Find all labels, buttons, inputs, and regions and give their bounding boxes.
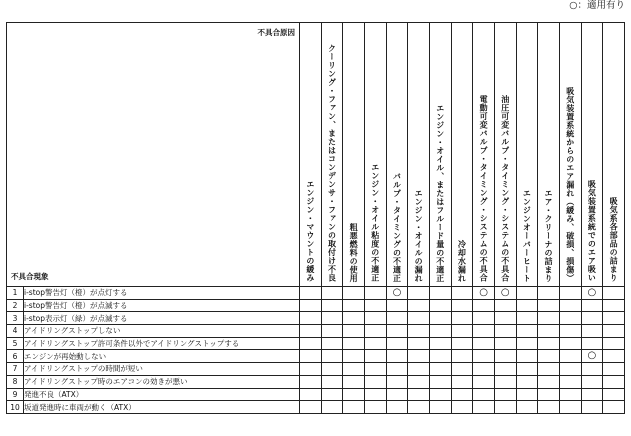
- cause-header: [603, 23, 625, 287]
- matrix-cell: [559, 337, 581, 350]
- cause-header: [581, 23, 603, 287]
- matrix-cell: [429, 325, 451, 338]
- matrix-cell: [473, 401, 495, 414]
- matrix-cell: [364, 363, 386, 376]
- matrix-cell: [408, 375, 430, 388]
- cause-header: [343, 23, 365, 287]
- matrix-cell: [429, 312, 451, 325]
- matrix-cell: [603, 350, 625, 363]
- matrix-cell: [538, 337, 560, 350]
- matrix-cell: [603, 401, 625, 414]
- matrix-body: [7, 287, 625, 414]
- matrix-cell: [559, 388, 581, 401]
- cause-label: 油圧可変バルブ・タイミング・システムの不具合: [500, 95, 510, 282]
- matrix-cell: [559, 401, 581, 414]
- matrix-cell: [603, 337, 625, 350]
- cause-label: クーリング・ファン、またはコンデンサ・ファンの取付け不良: [327, 44, 337, 282]
- matrix-cell: [364, 287, 386, 300]
- matrix-cell: [408, 287, 430, 300]
- matrix-cell: [343, 375, 365, 388]
- matrix-cell: [300, 312, 322, 325]
- table-row: [7, 337, 625, 350]
- table-row: [7, 401, 625, 414]
- matrix-cell: [321, 363, 343, 376]
- cause-label: エンジン・オイルの漏れ: [414, 188, 424, 282]
- symptom-number: 4: [7, 325, 24, 338]
- matrix-cell: [473, 350, 495, 363]
- matrix-cell: [473, 375, 495, 388]
- table-row: [7, 287, 625, 300]
- cause-header: [364, 23, 386, 287]
- matrix-cell: [408, 325, 430, 338]
- cause-label: 吸気装置系統からのエア漏れ（緩み、破損、損傷）: [565, 86, 575, 282]
- matrix-cell: [429, 388, 451, 401]
- matrix-cell: [343, 337, 365, 350]
- matrix-cell: [538, 401, 560, 414]
- matrix-cell: [386, 388, 408, 401]
- matrix-cell: [494, 299, 516, 312]
- cause-header: [408, 23, 430, 287]
- matrix-cell: [300, 325, 322, 338]
- cause-header: [451, 23, 473, 287]
- matrix-cell: [300, 375, 322, 388]
- matrix-cell: [516, 363, 538, 376]
- cause-label: エンジン・オイル、またはフルード量の不適正: [435, 103, 445, 282]
- table-row: [7, 375, 625, 388]
- matrix-cell: [581, 337, 603, 350]
- matrix-cell: [343, 299, 365, 312]
- matrix-cell: [408, 337, 430, 350]
- applicable-mark: ○: [494, 287, 516, 300]
- applicable-mark: ○: [581, 287, 603, 300]
- symptom-number: 10: [7, 401, 24, 414]
- cause-header: [429, 23, 451, 287]
- matrix-cell: [321, 350, 343, 363]
- symptom-number: 2: [7, 299, 24, 312]
- matrix-cell: [538, 299, 560, 312]
- matrix-cell: [321, 401, 343, 414]
- matrix-cell: [386, 337, 408, 350]
- matrix-cell: [494, 375, 516, 388]
- matrix-cell: [364, 299, 386, 312]
- cause-header: [516, 23, 538, 287]
- cause-header: [559, 23, 581, 287]
- matrix-cell: [343, 312, 365, 325]
- applicable-mark: ○: [473, 287, 495, 300]
- matrix-cell: [429, 375, 451, 388]
- matrix-cell: [538, 388, 560, 401]
- matrix-cell: [473, 337, 495, 350]
- cause-header: [538, 23, 560, 287]
- matrix-cell: [473, 363, 495, 376]
- matrix-cell: [603, 375, 625, 388]
- matrix-cell: [494, 337, 516, 350]
- symptom-text: i-stop表示灯（緑）が点滅する: [24, 312, 300, 325]
- matrix-cell: [386, 299, 408, 312]
- applicable-mark: ○: [386, 287, 408, 300]
- matrix-cell: [559, 299, 581, 312]
- cause-label: エンジン・マウントの緩み: [305, 180, 315, 282]
- matrix-cell: [408, 363, 430, 376]
- matrix-cell: [408, 299, 430, 312]
- symptom-text: アイドリングストップ許可条件以外でアイドリングストップする: [24, 337, 300, 350]
- matrix-cell: [473, 325, 495, 338]
- matrix-cell: [408, 312, 430, 325]
- matrix-cell: [559, 350, 581, 363]
- matrix-cell: [516, 287, 538, 300]
- matrix-cell: [343, 325, 365, 338]
- matrix-cell: [559, 325, 581, 338]
- matrix-cell: [516, 375, 538, 388]
- matrix-cell: [386, 312, 408, 325]
- matrix-cell: [321, 388, 343, 401]
- matrix-cell: [364, 325, 386, 338]
- matrix-cell: [343, 388, 365, 401]
- matrix-cell: [559, 363, 581, 376]
- matrix-cell: [473, 312, 495, 325]
- cause-label: 粗悪燃料の使用: [349, 222, 359, 282]
- cause-header: [300, 23, 322, 287]
- symptom-text: 坂道発進時に車両が動く（ATX）: [24, 401, 300, 414]
- matrix-cell: [603, 325, 625, 338]
- trouble-matrix: [6, 22, 625, 414]
- cause-label: 冷却水漏れ: [457, 239, 467, 282]
- matrix-cell: [516, 388, 538, 401]
- matrix-cell: [343, 350, 365, 363]
- cause-label: エア・クリーナの詰まり: [544, 188, 554, 282]
- matrix-cell: [408, 401, 430, 414]
- matrix-cell: [343, 287, 365, 300]
- matrix-cell: [538, 375, 560, 388]
- symptom-text: i-stop警告灯（橙）が点灯する: [24, 287, 300, 300]
- cause-header: [494, 23, 516, 287]
- matrix-cell: [451, 337, 473, 350]
- matrix-cell: [473, 388, 495, 401]
- matrix-cell: [581, 299, 603, 312]
- matrix-cell: [321, 325, 343, 338]
- matrix-cell: [516, 325, 538, 338]
- matrix-cell: [386, 401, 408, 414]
- matrix-cell: [603, 299, 625, 312]
- matrix-cell: [300, 350, 322, 363]
- matrix-cell: [386, 363, 408, 376]
- corner-cell: [7, 23, 300, 287]
- matrix-cell: [386, 375, 408, 388]
- axis-cause-label: 不具合原因: [257, 28, 295, 37]
- matrix-cell: [429, 337, 451, 350]
- matrix-cell: [300, 337, 322, 350]
- matrix-cell: [408, 350, 430, 363]
- symptom-text: アイドリングストップ時のエアコンの効きが悪い: [24, 375, 300, 388]
- symptom-text: 発進不良（ATX）: [24, 388, 300, 401]
- matrix-cell: [538, 325, 560, 338]
- matrix-cell: [386, 350, 408, 363]
- matrix-cell: [451, 401, 473, 414]
- cause-label: バルブ・タイミングの不適正: [392, 171, 402, 282]
- table-row: [7, 363, 625, 376]
- matrix-cell: [364, 337, 386, 350]
- matrix-cell: [559, 375, 581, 388]
- matrix-cell: [429, 363, 451, 376]
- matrix-cell: [451, 388, 473, 401]
- matrix-cell: [581, 363, 603, 376]
- matrix-cell: [386, 325, 408, 338]
- matrix-cell: [451, 375, 473, 388]
- matrix-cell: [581, 312, 603, 325]
- cause-label: 吸気系各部品の詰まり: [609, 197, 619, 282]
- matrix-cell: [300, 363, 322, 376]
- matrix-cell: [581, 375, 603, 388]
- matrix-cell: [451, 287, 473, 300]
- table-row: [7, 350, 625, 363]
- matrix-cell: [581, 401, 603, 414]
- matrix-cell: [300, 299, 322, 312]
- matrix-cell: [451, 299, 473, 312]
- matrix-cell: [321, 337, 343, 350]
- matrix-cell: [300, 388, 322, 401]
- cause-label: エンジン・オイル粘度の不適正: [370, 163, 380, 282]
- matrix-cell: [408, 388, 430, 401]
- matrix-cell: [494, 363, 516, 376]
- matrix-cell: [473, 299, 495, 312]
- matrix-cell: [300, 287, 322, 300]
- matrix-cell: [494, 388, 516, 401]
- matrix-cell: [343, 363, 365, 376]
- matrix-cell: [516, 299, 538, 312]
- matrix-cell: [516, 401, 538, 414]
- table-row: [7, 325, 625, 338]
- matrix-cell: [494, 325, 516, 338]
- matrix-cell: [559, 312, 581, 325]
- header-row: [7, 23, 625, 287]
- symptom-number: 6: [7, 350, 24, 363]
- matrix-cell: [321, 299, 343, 312]
- matrix-cell: [516, 350, 538, 363]
- symptom-text: i-stop警告灯（橙）が点滅する: [24, 299, 300, 312]
- axis-symptom-label: 不具合現象: [11, 272, 49, 281]
- matrix-cell: [538, 287, 560, 300]
- matrix-cell: [451, 312, 473, 325]
- cause-header: [473, 23, 495, 287]
- cause-header: [321, 23, 343, 287]
- matrix-cell: [321, 312, 343, 325]
- symptom-number: 7: [7, 363, 24, 376]
- symptom-text: エンジンが再始動しない: [24, 350, 300, 363]
- matrix-cell: [343, 401, 365, 414]
- matrix-cell: [603, 287, 625, 300]
- matrix-cell: [603, 363, 625, 376]
- symptom-number: 1: [7, 287, 24, 300]
- symptom-text: アイドリングストップしない: [24, 325, 300, 338]
- cause-header: [386, 23, 408, 287]
- legend: ○：適用有り: [569, 0, 625, 11]
- symptom-number: 9: [7, 388, 24, 401]
- matrix-cell: [321, 287, 343, 300]
- matrix-cell: [364, 350, 386, 363]
- cause-label: エンジンオーバーヒート: [522, 188, 532, 282]
- matrix-cell: [494, 350, 516, 363]
- matrix-cell: [429, 350, 451, 363]
- symptom-text: アイドリングストップの時間が短い: [24, 363, 300, 376]
- matrix-cell: [603, 388, 625, 401]
- matrix-cell: [451, 363, 473, 376]
- table-row: [7, 388, 625, 401]
- matrix-cell: [559, 287, 581, 300]
- matrix-cell: [516, 312, 538, 325]
- applicable-mark: ○: [581, 350, 603, 363]
- matrix-cell: [429, 299, 451, 312]
- table-row: [7, 312, 625, 325]
- matrix-cell: [581, 325, 603, 338]
- table-row: [7, 299, 625, 312]
- matrix-cell: [364, 401, 386, 414]
- matrix-cell: [300, 401, 322, 414]
- matrix-cell: [364, 388, 386, 401]
- symptom-number: 8: [7, 375, 24, 388]
- matrix-cell: [494, 312, 516, 325]
- symptom-number: 3: [7, 312, 24, 325]
- matrix-cell: [429, 287, 451, 300]
- matrix-cell: [603, 312, 625, 325]
- matrix-cell: [451, 350, 473, 363]
- matrix-cell: [538, 363, 560, 376]
- symptom-number: 5: [7, 337, 24, 350]
- matrix-cell: [516, 337, 538, 350]
- matrix-cell: [538, 312, 560, 325]
- cause-label: 吸気装置系統でのエア吸い: [587, 180, 597, 282]
- matrix-cell: [581, 388, 603, 401]
- matrix-cell: [321, 375, 343, 388]
- matrix-cell: [429, 401, 451, 414]
- matrix-cell: [494, 401, 516, 414]
- matrix-cell: [451, 325, 473, 338]
- cause-label: 電動可変バルブ・タイミング・システムの不具合: [479, 95, 489, 282]
- matrix-cell: [364, 312, 386, 325]
- matrix-cell: [364, 375, 386, 388]
- matrix-cell: [538, 350, 560, 363]
